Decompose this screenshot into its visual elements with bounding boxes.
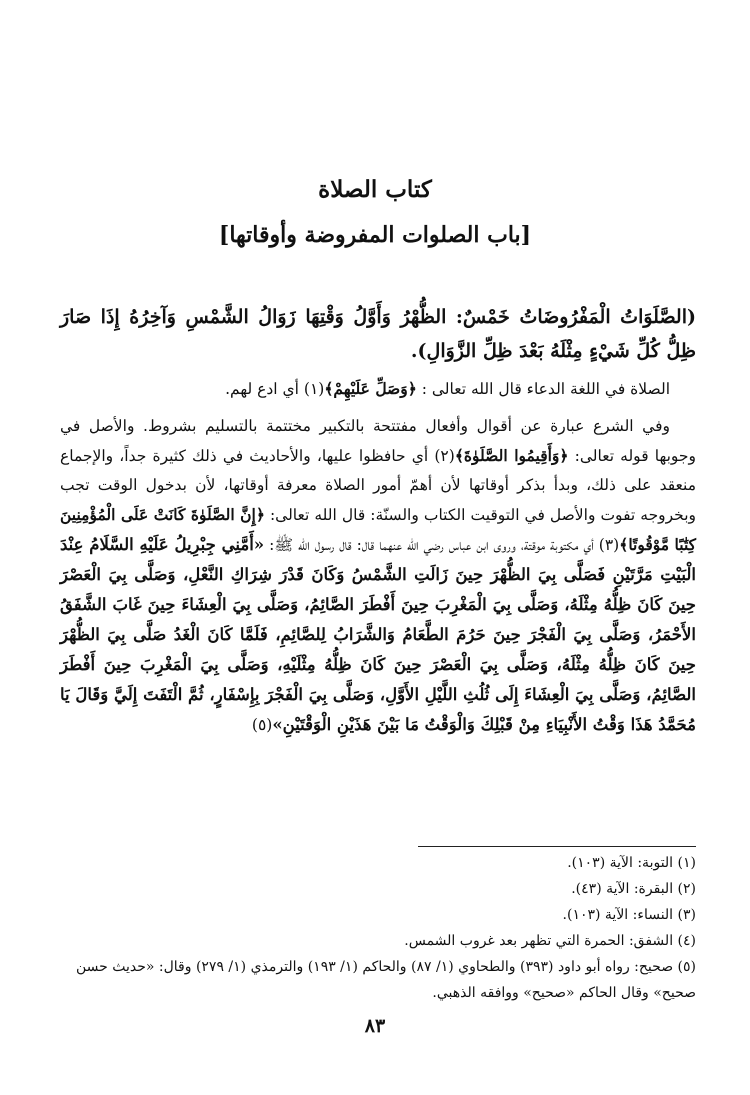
hadith-text: «أَمَّنِي جِبْرِيلُ عَلَيْهِ السَّلَامُ عِنْدَ الْبَيْتِ مَرَّتَيْنِ فَصَلَّى بِيَ الظُّهْرَ حِينَ زَالَتِ الشَّمْسُ وَكَانَ قَدْرَ شِرَاكِ النَّعْلِ، وَصَلَّى بِيَ الْعَصْرَ حِينَ كَانَ ظِلُّهُ مِثْلَهُ، وَصَلَّى بِيَ الْمَغْرِبَ حِينَ أَفْطَرَ الصَّائِمُ، وَصَلَّى بِيَ الْعِشَاءَ حِينَ غَابَ الشَّفَقُ الأَحْمَرُ، وَصَلَّى بِيَ الْفَجْرَ حِينَ حَرُمَ الطَّعَامُ وَالشَّرَابُ لِلصَّائِمِ، فَلَمَّا كَانَ الْغَدُ صَلَّى بِيَ الظُّهْرَ حِينَ كَانَ ظِلُّهُ مِثْلَهُ، وَصَلَّى بِيَ الْعَصْرَ حِينَ كَانَ ظِلُّهُ مِثْلَيْهِ، وَصَلَّى بِيَ الْمَغْرِبَ حِينَ أَفْطَرَ الصَّائِمُ، وَصَلَّى بِيَ الْعِشَاءَ إِلَى ثُلُثِ اللَّيْلِ الأَوَّلِ، وَصَلَّى بِيَ الْفَجْرَ بِإِسْفَارٍ، ثُمَّ الْتَفَتَ إِلَيَّ وَقَالَ يَا مُحَمَّدُ هَذَا وَقْتُ الأَنْبِيَاءِ مِنْ قَبْلِكَ وَالْوَقْتُ مَا بَيْنَ هَذَيْنِ الْوَقْتَيْنِ»	[60, 535, 696, 734]
quran-verse-2: ﴿وَأَقِيمُوا الصَّلَوٰةَ﴾	[454, 446, 569, 465]
definition-text: الصلاة في اللغة الدعاء قال الله تعالى :	[416, 380, 670, 398]
footnote-item: (٥) صحيح: رواه أبو داود (٣٩٣) والطحاوي (١/ ٨٧) والحاكم (١/ ١٩٣) والترمذي (١/ ٢٧٩) وقال: «حديث حسن صحيح» وقال الحاكم «صحيح» ووافقه الذهبي.	[75, 959, 696, 1001]
footnote-item: (١) التوبة: الآية (١٠٣).	[567, 855, 696, 871]
book-title: كتاب الصلاة	[318, 176, 432, 203]
footnote-divider	[418, 846, 696, 847]
footnote-item: (٤) الشفق: الحمرة التي تظهر بعد غروب الشمس.	[404, 933, 696, 949]
quran-verse-1: ﴿وَصَلِّ عَلَيْهِمْ﴾	[324, 379, 417, 398]
definition-paragraph	[60, 374, 696, 404]
footnote-item: (٣) النساء: الآية (١٠٣).	[562, 907, 696, 923]
footnotes	[60, 850, 696, 1006]
matn-paragraph: (الصَّلَوَاتُ الْمَفْرُوضَاتُ خَمْسٌ: الظُّهْرُ وَأَوَّلُ وَقْتِهَا زَوَالُ الشَّمْسِ وَآخِرُهُ إِذَا صَارَ ظِلُّ كُلِّ شَيْءٍ مِثْلَهُ بَعْدَ ظِلِّ الزَّوَالِ).	[60, 306, 696, 362]
quran-verse-3: ﴿إِنَّ الصَّلَوٰةَ كَانَتْ عَلَى الْمُؤْمِنِينَ كِتَٰبًا مَّوْقُوتًا﴾	[60, 505, 697, 554]
main-text	[60, 300, 696, 748]
sharia-text-2: (٢) أي حافظوا عليها، والأحاديث في ذلك كثيرة جداً، والإجماع منعقد على ذلك، وبدأ بذكر أوقاتها لأن أهمّ أمور الصلاة معرفة أوقاتها، لأن بدخول الوقت تجب وبخروجه تفوت والأصل في التوقيت الكتاب والسنّة: قال الله تعالى:	[60, 447, 696, 524]
definition-text-end: (١) أي ادع لهم.	[225, 380, 325, 398]
sharia-text: وفي الشرع عبارة عن أقوال وأفعال مفتتحة بالتكبير مختتمة بالتسليم بشروط. والأصل في وجوبها قوله تعالى:	[60, 417, 696, 465]
sharia-text-3: (٣) أي مكتوبة موقتة، وروى ابن عباس رضي الله عنهما قال: قال رسول الله ﷺ:	[264, 536, 620, 554]
chapter-title: [باب الصلوات المفروضة وأوقاتها]	[218, 222, 532, 248]
footnote-item: (٢) البقرة: الآية (٤٣).	[571, 881, 696, 897]
hadith-footnote-ref: (٥)	[251, 716, 273, 734]
page-number: ٨٣	[364, 1015, 386, 1037]
sharia-paragraph	[60, 412, 696, 740]
